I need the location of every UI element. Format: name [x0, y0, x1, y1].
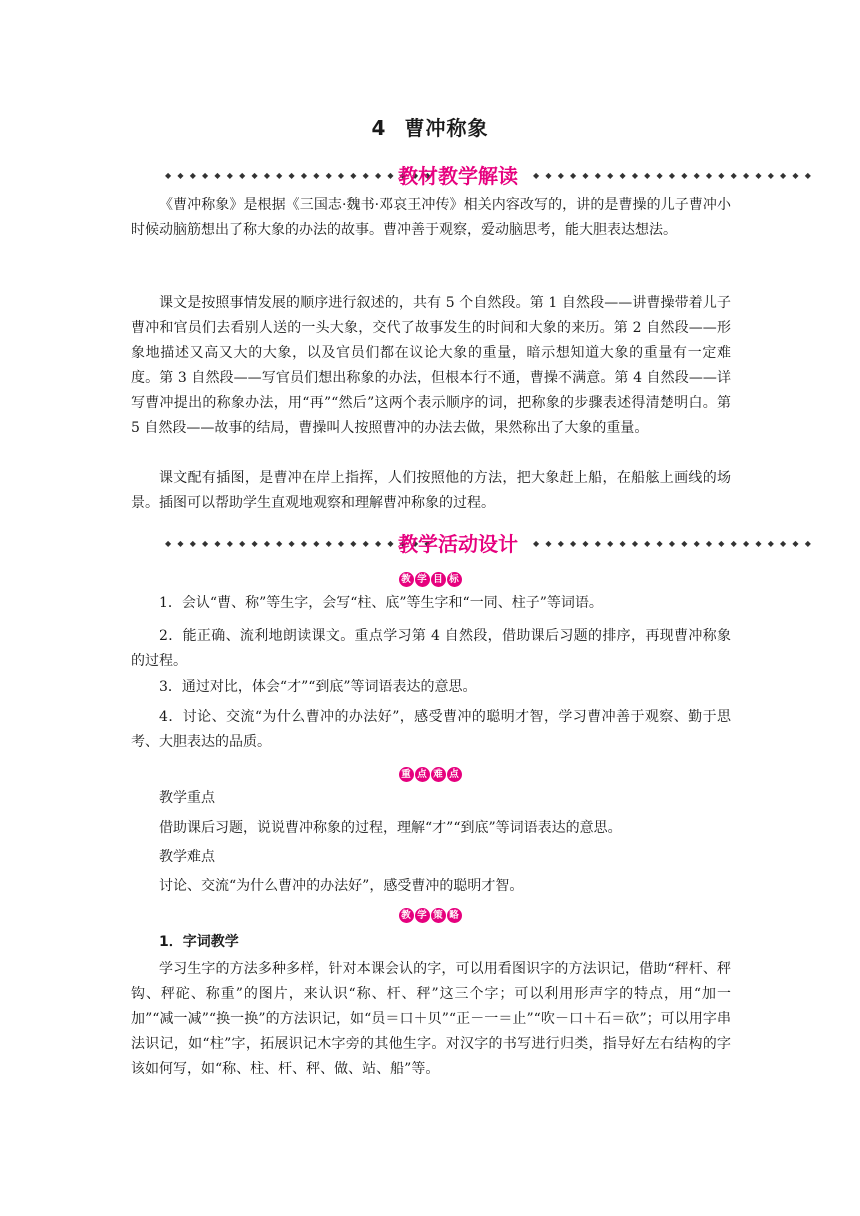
- badge-char: 略: [447, 908, 462, 923]
- strategy-paragraph: 学习生字的方法多种多样，针对本课会认的字，可以用看图识字的方法识记，借助“秤杆、秤钩、秤砣、称重”的图片，来认识“称、杆、秤”这三个字；可以利用形声字的特点，用“加一加”“减一减”“换一换”的方法识记，如“员＝口＋贝”“正－一＝止”“吹－口＋石＝砍”；可以用字串法识记，如“柱”字，拓展识记木字旁的其他生字。对汉字的书写进行归类，指导好左右结构的字该如何写，如“称、柱、杆、秤、做、站、船”等。: [131, 961, 731, 1077]
- lesson-title-text: 曹冲称象: [404, 116, 489, 140]
- badge-teaching-strategy: [0, 903, 860, 921]
- difficulty-text: 讨论、交流“为什么曹冲的办法好”，感受曹冲的聪明才智。: [159, 878, 524, 894]
- banner-dots-left: ◆◆◆◆◆◆◆◆◆◆◆◆◆◆◆◆◆◆◆◆◆◆: [165, 171, 437, 180]
- badge-char: 教: [399, 572, 414, 587]
- key-points-text: 借助课后习题，说说曹冲称象的过程，理解“才”“到底”等词语表达的意思。: [159, 820, 622, 836]
- badge-char: 学: [415, 908, 430, 923]
- badge-char: 难: [431, 767, 446, 782]
- badge-char: 策: [431, 908, 446, 923]
- paragraph: 《曹冲称象》是根据《三国志·魏书·邓哀王冲传》相关内容改写的，讲的是曹操的儿子曹冲小时候动脑筋想出了称大象的办法的故事。曹冲善于观察，爱动脑思考，能大胆表达想法。: [131, 197, 731, 238]
- goal-item: 1．会认“曹、称”等生字，会写“柱、底”等生字和“一同、柱子”等词语。: [159, 595, 603, 611]
- badge-char: 标: [447, 572, 462, 587]
- goal-item: 3．通过对比，体会“才”“到底”等词语表达的意思。: [159, 679, 477, 695]
- lesson-number: 4: [371, 116, 387, 140]
- goal-item: 4．讨论、交流“为什么曹冲的办法好”，感受曹冲的聪明才智，学习曹冲善于观察、勤于思考、大胆表达的品质。: [131, 709, 731, 750]
- badge-char: 学: [415, 572, 430, 587]
- paragraph: 课文配有插图，是曹冲在岸上指挥，人们按照他的方法，把大象赶上船，在船舷上画线的场景。插图可以帮助学生直观地观察和理解曹冲称象的过程。: [131, 470, 731, 511]
- section-heading: 教学活动设计: [398, 532, 518, 556]
- difficulty-label: 教学难点: [159, 849, 215, 865]
- key-points-label: 教学重点: [159, 790, 215, 806]
- paragraph: 课文是按照事情发展的顺序进行叙述的，共有 5 个自然段。第 1 自然段——讲曹操带着儿子曹冲和官员们去看别人送的一头大象，交代了故事发生的时间和大象的来历。第 2 自然段——形象地描述又高又大的大象，以及官员们都在议论大象的重量，暗示想知道大象的重量有一定难度。第 3 自然段——写官员们想出称象的办法，但根本行不通，曹操不满意。第 4 自然段——详写曹冲提出的称象办法，用“再”“然后”这两个表示顺序的词，把称象的步骤表述得清楚明白。第 5 自然段——故事的结局，曹操叫人按照曹冲的办法去做，果然称出了大象的重量。: [131, 295, 731, 436]
- badge-char: 目: [431, 572, 446, 587]
- badge-char: 点: [447, 767, 462, 782]
- banner-dots-right: ◆◆◆◆◆◆◆◆◆◆◆◆◆◆◆◆◆◆◆◆◆◆◆: [533, 171, 818, 180]
- badge-char: 教: [399, 908, 414, 923]
- goal-item: 2．能正确、流利地朗读课文。重点学习第 4 自然段，借助课后习题的排序，再现曹冲称象的过程。: [131, 628, 731, 669]
- strategy-subheading: 1．字词教学: [159, 934, 239, 950]
- badge-char: 重: [399, 767, 414, 782]
- section-heading: 教材教学解读: [398, 164, 518, 188]
- banner-dots-right: ◆◆◆◆◆◆◆◆◆◆◆◆◆◆◆◆◆◆◆◆◆◆◆: [533, 539, 818, 548]
- badge-key-difficult-points: [0, 762, 860, 780]
- banner-dots-left: ◆◆◆◆◆◆◆◆◆◆◆◆◆◆◆◆◆◆◆◆◆◆: [165, 539, 437, 548]
- badge-char: 点: [415, 767, 430, 782]
- section-banner-activity: [165, 530, 818, 558]
- lesson-title: [0, 112, 860, 141]
- badge-teaching-goals: [0, 567, 860, 585]
- section-banner-interpretation: [165, 162, 818, 190]
